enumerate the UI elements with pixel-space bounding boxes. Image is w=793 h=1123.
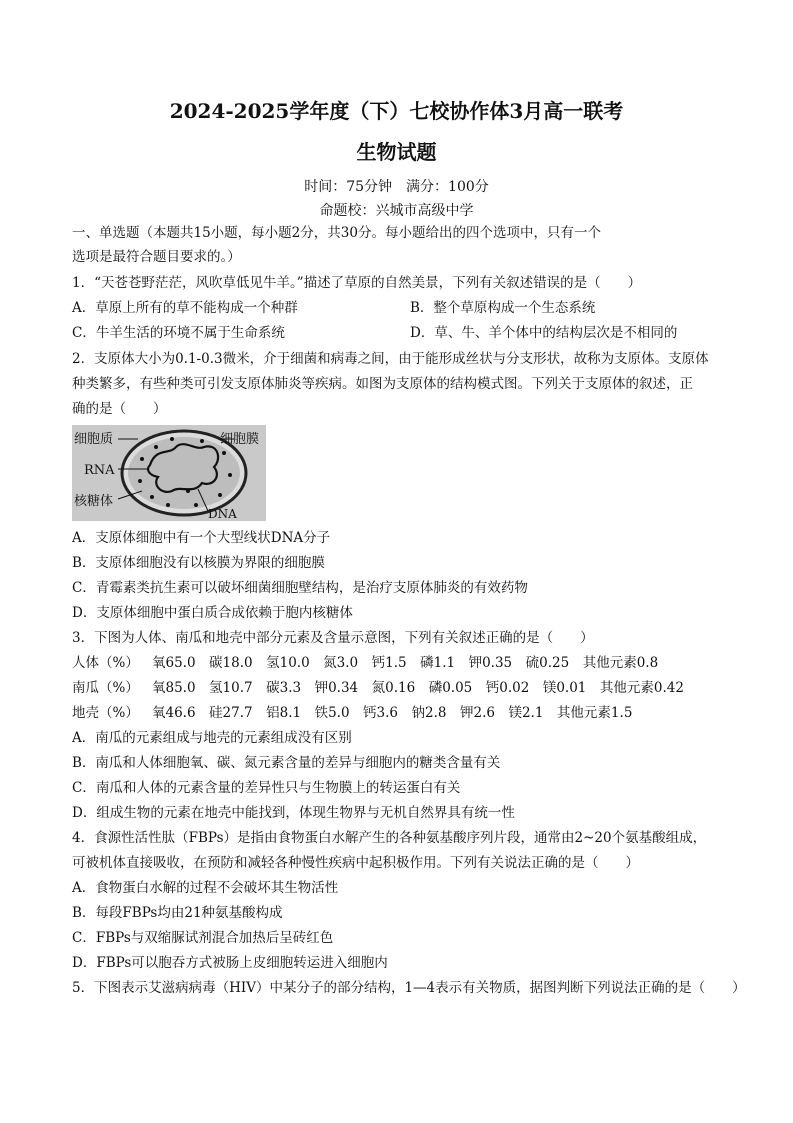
q4-stem-2: 可被机体直接吸收，在预防和减轻各种慢性疾病中起积极作用。下列有关说法正确的是（ ） xyxy=(72,855,639,871)
q4-option-a: A．食物蛋白水解的过程不会破坏其生物活性 xyxy=(72,880,339,896)
section-instruction-1: 一、单选题（本题共15小题，每小题2分，共30分。每小题给出的四个选项中，只有一个 xyxy=(72,225,601,241)
mycoplasma-diagram xyxy=(72,425,266,521)
section-instruction-2: 选项是最符合题目要求的。） xyxy=(72,249,241,265)
q5-stem: 5．下图表示艾滋病病毒（HIV）中某分子的部分结构，1—4表示有关物质，据图判断下列说法正确的是（ ） xyxy=(72,980,746,996)
q1-options-row2 xyxy=(72,323,732,343)
q3-row-label: 南瓜（%） xyxy=(72,680,139,696)
label-ribosome: 核糖体 xyxy=(74,494,114,509)
q3-option-a: A．南瓜的元素组成与地壳的元素组成没有区别 xyxy=(72,730,352,746)
q4-option-d: D．FBPs可以胞吞方式被肠上皮细胞转运进入细胞内 xyxy=(72,955,388,971)
q2-stem-1: 2．支原体大小为0.1-0.3微米，介于细菌和病毒之间，由于能形成丝状与分支形状，故称为支原体。支原体 xyxy=(72,351,709,367)
q1-option-d: D．草、牛、羊个体中的结构层次是不相同的 xyxy=(410,325,678,341)
q2-stem-3: 确的是（ ） xyxy=(72,401,167,417)
label-rna: RNA xyxy=(84,463,115,478)
q4-option-c: C．FBPs与双缩脲试剂混合加热后呈砖红色 xyxy=(72,930,334,946)
mycoplasma-figure xyxy=(72,425,266,521)
label-dna: DNA xyxy=(208,507,237,521)
q3-row-label: 人体（%） xyxy=(72,655,139,671)
time-info: 时间：75分钟 满分：100分 xyxy=(304,179,489,195)
q2-stem-2: 种类繁多，有些种类可引发支原体肺炎等疾病。如图为支原体的结构模式图。下列关于支原体的叙述，正 xyxy=(72,376,693,392)
q3-row-values: 氧46.6 硅27.7 铝8.1 铁5.0 钙3.6 钠2.8 钾2.6 镁2.1 其他元素1.5 xyxy=(152,705,633,721)
q3-option-d: D．组成生物的元素在地壳中能找到，体现生物界与无机自然界具有统一性 xyxy=(72,805,515,821)
label-cytoplasm: 细胞质 xyxy=(74,432,114,447)
school-info: 命题校：兴城市高级中学 xyxy=(319,203,474,219)
label-membrane: 细胞膜 xyxy=(220,432,260,447)
q3-row-human xyxy=(72,653,732,673)
q3-option-c: C．南瓜和人体的元素含量的差异性只与生物膜上的转运蛋白有关 xyxy=(72,780,461,796)
q4-option-b: B．每段FBPs均由21种氨基酸构成 xyxy=(72,905,283,921)
q1-option-b: B．整个草原构成一个生态系统 xyxy=(410,300,596,316)
subject-title: 生物试题 xyxy=(356,140,437,164)
q1-option-c: C．牛羊生活的环境不属于生命系统 xyxy=(72,325,285,341)
q3-row-crust xyxy=(72,703,732,723)
q2-option-d: D．支原体细胞中蛋白质合成依赖于胞内核糖体 xyxy=(72,605,353,621)
q2-option-c: C．青霉素类抗生素可以破坏细菌细胞壁结构，是治疗支原体肺炎的有效药物 xyxy=(72,580,528,596)
q2-option-a: A．支原体细胞中有一个大型线状DNA分子 xyxy=(72,530,331,546)
exam-title: 2024-2025学年度（下）七校协作体3月高一联考 xyxy=(169,99,624,123)
q3-option-b: B．南瓜和人体细胞氧、碳、氮元素含量的差异与细胞内的糖类含量有关 xyxy=(72,755,501,771)
q3-stem: 3．下图为人体、南瓜和地壳中部分元素及含量示意图，下列有关叙述正确的是（ ） xyxy=(72,630,594,646)
q2-option-b: B．支原体细胞没有以核膜为界限的细胞膜 xyxy=(72,555,325,571)
q3-row-values: 氧85.0 氢10.7 碳3.3 钾0.34 氮0.16 磷0.05 钙0.02 镁0.01 其他元素0.42 xyxy=(152,680,684,696)
q4-stem-1: 4．食源性活性肽（FBPs）是指由食物蛋白水解产生的各种氨基酸序列片段，通常由2~20个氨基酸组成， xyxy=(72,830,707,846)
q1-stem: 1．“天苍苍野茫茫，风吹草低见牛羊。”描述了草原的自然美景，下列有关叙述错误的是（ ） xyxy=(72,275,642,291)
q1-options-row1 xyxy=(72,298,732,318)
cytoplasm-shape xyxy=(128,437,240,509)
q3-row-values: 氧65.0 碳18.0 氢10.0 氮3.0 钙1.5 磷1.1 钾0.35 硫0.25 其他元素0.8 xyxy=(152,655,659,671)
q3-row-label: 地壳（%） xyxy=(72,705,139,721)
q3-row-pumpkin xyxy=(72,678,732,698)
q1-option-a: A．草原上所有的草不能构成一个种群 xyxy=(72,300,298,316)
